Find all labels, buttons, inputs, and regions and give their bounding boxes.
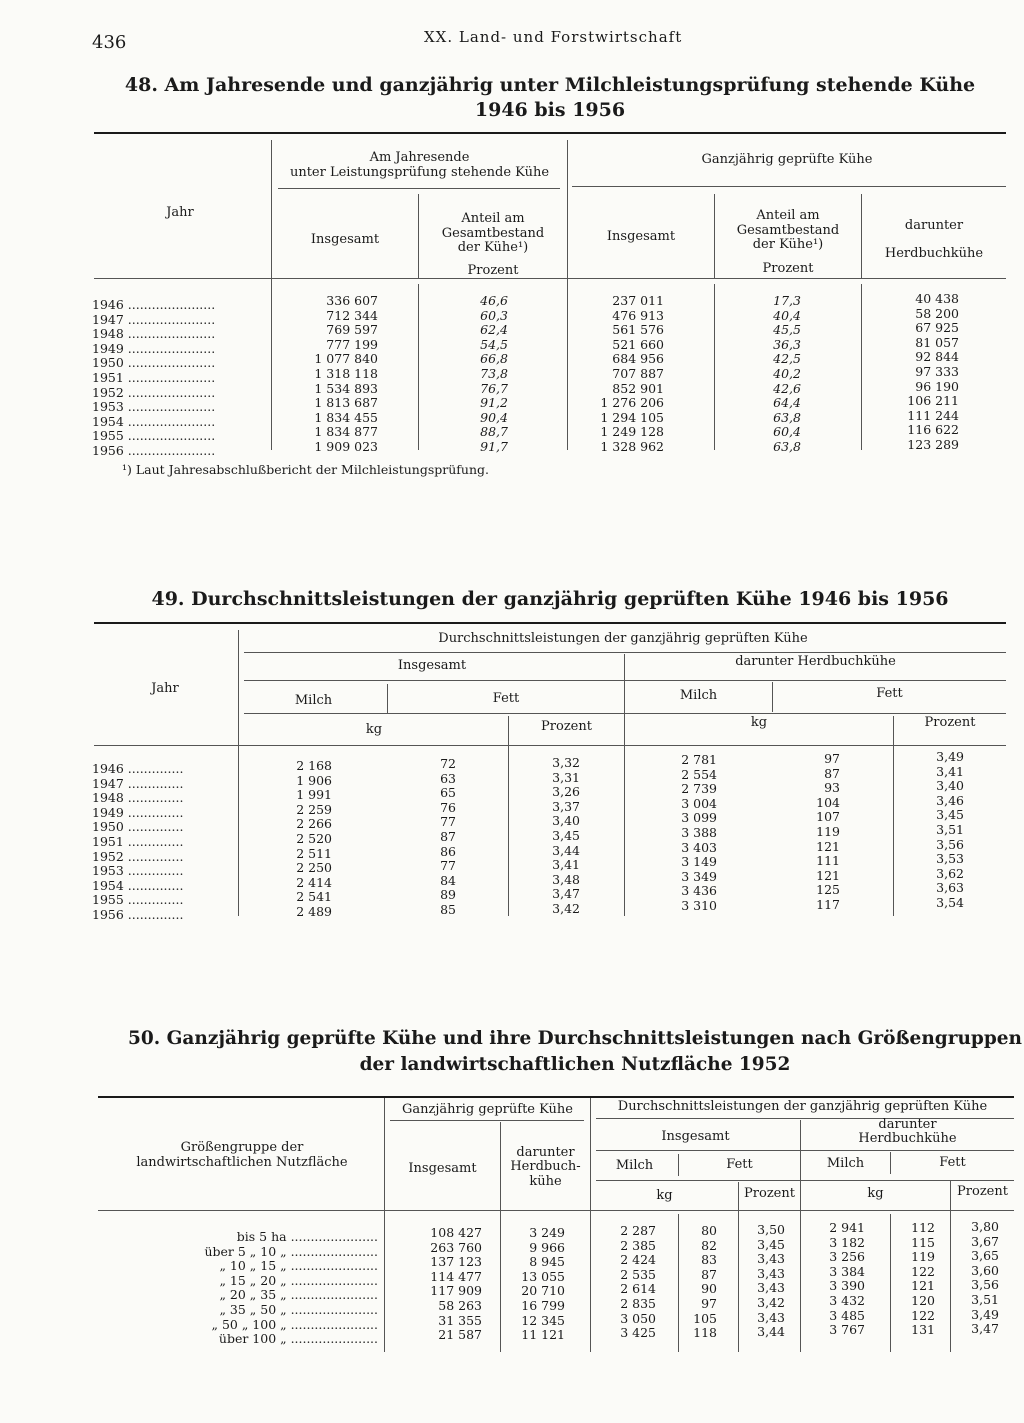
t50-header-rule <box>98 1210 1014 1211</box>
table-row-size: über 5 „ 10 „ ...................... <box>204 1243 378 1259</box>
t48-h-anteil-1a: Anteil am <box>461 211 525 226</box>
t49-col-fett-kg-2: 97 87 93 104 107 119 121 111 121 125 117 <box>816 751 840 912</box>
t49-top-header: Durchschnittsleistungen der ganzjährig geprüften Kühe <box>438 631 808 646</box>
t48-col-anteil-1: 46,6 60,3 62,4 54,5 66,8 73,8 76,7 91,2 90,4 88,7 91,7 <box>480 293 508 454</box>
table-row-year: 1951 ...................... <box>92 369 216 385</box>
table-row-year: 1955 ...................... <box>92 428 216 444</box>
t48-top-rule <box>94 132 1006 134</box>
t50-col-fett-prozent-2: 3,80 3,67 3,65 3,60 3,56 3,51 3,49 3,47 <box>971 1219 999 1337</box>
table-row-size: bis 5 ha ...................... <box>236 1229 378 1244</box>
t49-h-kg-2: kg <box>750 715 768 730</box>
table-row-year: 1946 .............. <box>92 761 184 776</box>
t49-h-kg-1: kg <box>365 722 383 737</box>
t50-h-insgesamt-1: Insgesamt <box>408 1161 477 1176</box>
t50-rule-units <box>596 1180 1014 1181</box>
t50-rowhead-column <box>96 1230 378 1347</box>
t50-col-milch-2: 2 941 3 182 3 256 3 384 3 390 3 432 3 485 3 767 <box>829 1220 865 1338</box>
t49-h-milch-2: Milch <box>679 688 718 703</box>
t49-header-rule <box>94 745 1006 746</box>
t50-title-line2: der landwirtschaftlichen Nutzfläche 1952 <box>359 1054 791 1075</box>
table-row-year: 1946 ...................... <box>92 297 216 312</box>
t48-h-insgesamt-2: Insgesamt <box>606 229 676 244</box>
table-row-size: „ 15 „ 20 „ ...................... <box>219 1272 378 1288</box>
table-row-size: „ 20 „ 35 „ ...................... <box>219 1287 378 1303</box>
t50-group1: Ganzjährig geprüfte Kühe <box>402 1102 573 1117</box>
table-row-year: 1951 .............. <box>92 833 184 849</box>
t50-h-prozent-2: Prozent <box>957 1184 1008 1199</box>
table-row-year: 1950 .............. <box>92 819 184 835</box>
t48-vline-5 <box>861 194 862 278</box>
t49-rule-sub2 <box>244 680 1006 681</box>
t50-h-fett-1: Fett <box>726 1157 753 1172</box>
t48-col-insgesamt-2: 237 011 476 913 561 576 521 660 684 956 707 887 852 901 1 276 206 1 294 105 1 249 128 1 328 962 <box>600 293 664 454</box>
t49-col-milch-2: 2 781 2 554 2 739 3 004 3 099 3 388 3 403 3 149 3 349 3 436 3 310 <box>681 752 717 913</box>
t48-group1-line1: Am Jahresende <box>369 150 470 165</box>
t49-col-fett-prozent-2: 3,49 3,41 3,40 3,46 3,45 3,51 3,56 3,53 3,62 3,63 3,54 <box>936 749 964 910</box>
table-row-size: über 100 „ ...................... <box>218 1331 378 1347</box>
table-row-year: 1954 .............. <box>92 877 184 893</box>
t50-rule-sub <box>596 1150 1014 1151</box>
table-row-year: 1947 .............. <box>92 775 184 791</box>
t48-h-herdbuch: Herdbuchkühe <box>884 246 984 261</box>
table-row-size: „ 35 „ 50 „ ...................... <box>219 1301 378 1317</box>
t50-col-darunter: 3 249 9 966 8 945 13 055 20 710 16 799 12 345 11 121 <box>521 1225 565 1343</box>
t48-h-anteil-2b: Gesamtbestand <box>736 223 840 238</box>
t48-title-line1: 48. Am Jahresende und ganzjährig unter Milchleistungsprüfung stehende Kühe <box>124 74 976 96</box>
t48-sub-rule-1 <box>278 188 560 189</box>
t49-year-column <box>92 762 232 923</box>
t50-group2: Durchschnittsleistungen der ganzjährig geprüften Kühe <box>617 1099 988 1114</box>
t50-h-darunter-2: Herdbuch- <box>510 1159 581 1174</box>
table-row-year: 1949 ...................... <box>92 340 216 356</box>
t49-h-milch-1: Milch <box>294 693 333 708</box>
t49-h-fett-2: Fett <box>876 686 903 701</box>
t50-h-milch-2: Milch <box>826 1156 865 1171</box>
t49-h-fett-1: Fett <box>492 691 520 706</box>
t49-col-fett-prozent-1: 3,32 3,31 3,26 3,37 3,40 3,45 3,44 3,41 3,48 3,47 3,42 <box>552 755 580 916</box>
t50-top-rule <box>98 1096 1014 1098</box>
table-row-year: 1947 ...................... <box>92 311 216 327</box>
t48-h-insgesamt-1: Insgesamt <box>310 232 380 247</box>
t50-col-fett-kg-2: 112 115 119 122 121 120 122 131 <box>911 1220 935 1338</box>
t48-h-darunter: darunter <box>904 218 964 233</box>
table-row-year: 1956 .............. <box>92 906 184 922</box>
t50-h-herd-1: darunter <box>878 1117 937 1132</box>
t50-rule-g1 <box>390 1120 584 1121</box>
t50-col-milch-1: 2 287 2 385 2 424 2 535 2 614 2 835 3 050 3 425 <box>620 1223 656 1341</box>
t49-title: 49. Durchschnittsleistungen der ganzjährig geprüften Kühe 1946 bis 1956 <box>151 588 949 610</box>
table-row-year: 1948 .............. <box>92 790 184 806</box>
t49-h-prozent-1: Prozent <box>541 719 592 734</box>
t50-col-insgesamt: 108 427 263 760 137 123 114 477 117 909 58 263 31 355 21 587 <box>430 1225 482 1343</box>
table-row-year: 1949 .............. <box>92 804 184 820</box>
t48-col-insgesamt-1: 336 607 712 344 769 597 777 199 1 077 840 1 318 118 1 534 893 1 813 687 1 834 455 1 834 877 1 909 023 <box>314 293 378 454</box>
t49-h-herdbuch: darunter Herdbuchkühe <box>735 654 896 669</box>
t48-sub-rule-2 <box>572 186 1006 187</box>
t48-h-prozent-2: Prozent <box>762 261 814 276</box>
table-row-year: 1948 ...................... <box>92 326 216 342</box>
t50-h-insgesamt-2: Insgesamt <box>661 1129 730 1144</box>
t50-title-line1: 50. Ganzjährig geprüfte Kühe und ihre Durchschnittsleistungen nach Größengruppen <box>127 1028 1023 1049</box>
table-row-year: 1953 .............. <box>92 863 184 879</box>
t48-year-column <box>92 298 262 459</box>
page-number: 436 <box>92 32 127 53</box>
t49-rule-sub3 <box>244 713 1006 714</box>
t49-top-rule <box>94 622 1006 624</box>
table-row-year: 1953 ...................... <box>92 399 216 415</box>
t50-h-herd-2: Herdbuchkühe <box>858 1131 957 1146</box>
t48-col-anteil-2: 17,3 40,4 45,5 36,3 42,5 40,2 42,6 64,4 63,8 60,4 63,8 <box>773 293 801 454</box>
table-row-year: 1956 ...................... <box>92 442 216 458</box>
table-row-year: 1955 .............. <box>92 892 184 908</box>
t50-rowhead-line1: Größengruppe der <box>180 1140 304 1155</box>
t48-col-jahr: Jahr <box>166 205 194 220</box>
t49-col-jahr: Jahr <box>151 681 179 696</box>
t49-h-prozent-2: Prozent <box>924 715 976 730</box>
t48-h-anteil-2a: Anteil am <box>756 208 820 223</box>
t48-h-anteil-1c: der Kühe¹) <box>457 240 529 255</box>
t49-h-insgesamt: Insgesamt <box>397 658 467 673</box>
table-row-size: „ 50 „ 100 „ ...................... <box>211 1316 378 1332</box>
table-row-year: 1952 .............. <box>92 848 184 864</box>
t50-rowhead-line2: landwirtschaftlichen Nutzfläche <box>136 1155 348 1170</box>
t50-col-fett-prozent-1: 3,50 3,45 3,43 3,43 3,43 3,42 3,43 3,44 <box>757 1222 785 1340</box>
t48-title-line2: 1946 bis 1956 <box>474 99 626 121</box>
table-row-year: 1950 ...................... <box>92 355 216 371</box>
t50-h-kg-2: kg <box>867 1186 884 1201</box>
t49-rule-top-sub <box>244 652 1006 653</box>
table-row-year: 1952 ...................... <box>92 384 216 400</box>
t50-h-darunter-1: darunter <box>516 1145 575 1160</box>
t49-vline-1 <box>238 630 239 916</box>
t48-h-prozent-1: Prozent <box>467 263 519 278</box>
t50-h-milch-1: Milch <box>615 1158 654 1173</box>
t48-group2: Ganzjährig geprüfte Kühe <box>701 152 873 167</box>
running-head: XX. Land- und Forstwirtschaft <box>424 28 683 46</box>
t50-h-fett-2: Fett <box>939 1155 966 1170</box>
table-row-year: 1954 ...................... <box>92 413 216 429</box>
t49-col-milch-1: 2 168 1 906 1 991 2 259 2 266 2 520 2 511 2 250 2 414 2 541 2 489 <box>296 758 332 919</box>
t50-h-prozent-1: Prozent <box>744 1186 795 1201</box>
t48-col-herdbuch: 40 438 58 200 67 925 81 057 92 844 97 333 96 190 106 211 111 244 116 622 123 289 <box>907 291 959 452</box>
t50-h-kg-1: kg <box>656 1188 673 1203</box>
t48-group1-line2: unter Leistungsprüfung stehende Kühe <box>289 165 550 180</box>
t49-col-fett-kg-1: 72 63 65 76 77 87 86 77 84 89 85 <box>440 756 456 917</box>
t50-h-darunter-3: kühe <box>529 1174 562 1189</box>
table-row-size: „ 10 „ 15 „ ...................... <box>219 1258 378 1274</box>
t48-h-anteil-2c: der Kühe¹) <box>752 237 824 252</box>
t48-header-rule <box>94 278 1006 279</box>
t50-col-fett-kg-1: 80 82 83 87 90 97 105 118 <box>693 1223 717 1341</box>
t48-footnote: ¹) Laut Jahresabschlußbericht der Milchleistungsprüfung. <box>122 462 489 477</box>
t48-h-anteil-1b: Gesamtbestand <box>441 226 545 241</box>
